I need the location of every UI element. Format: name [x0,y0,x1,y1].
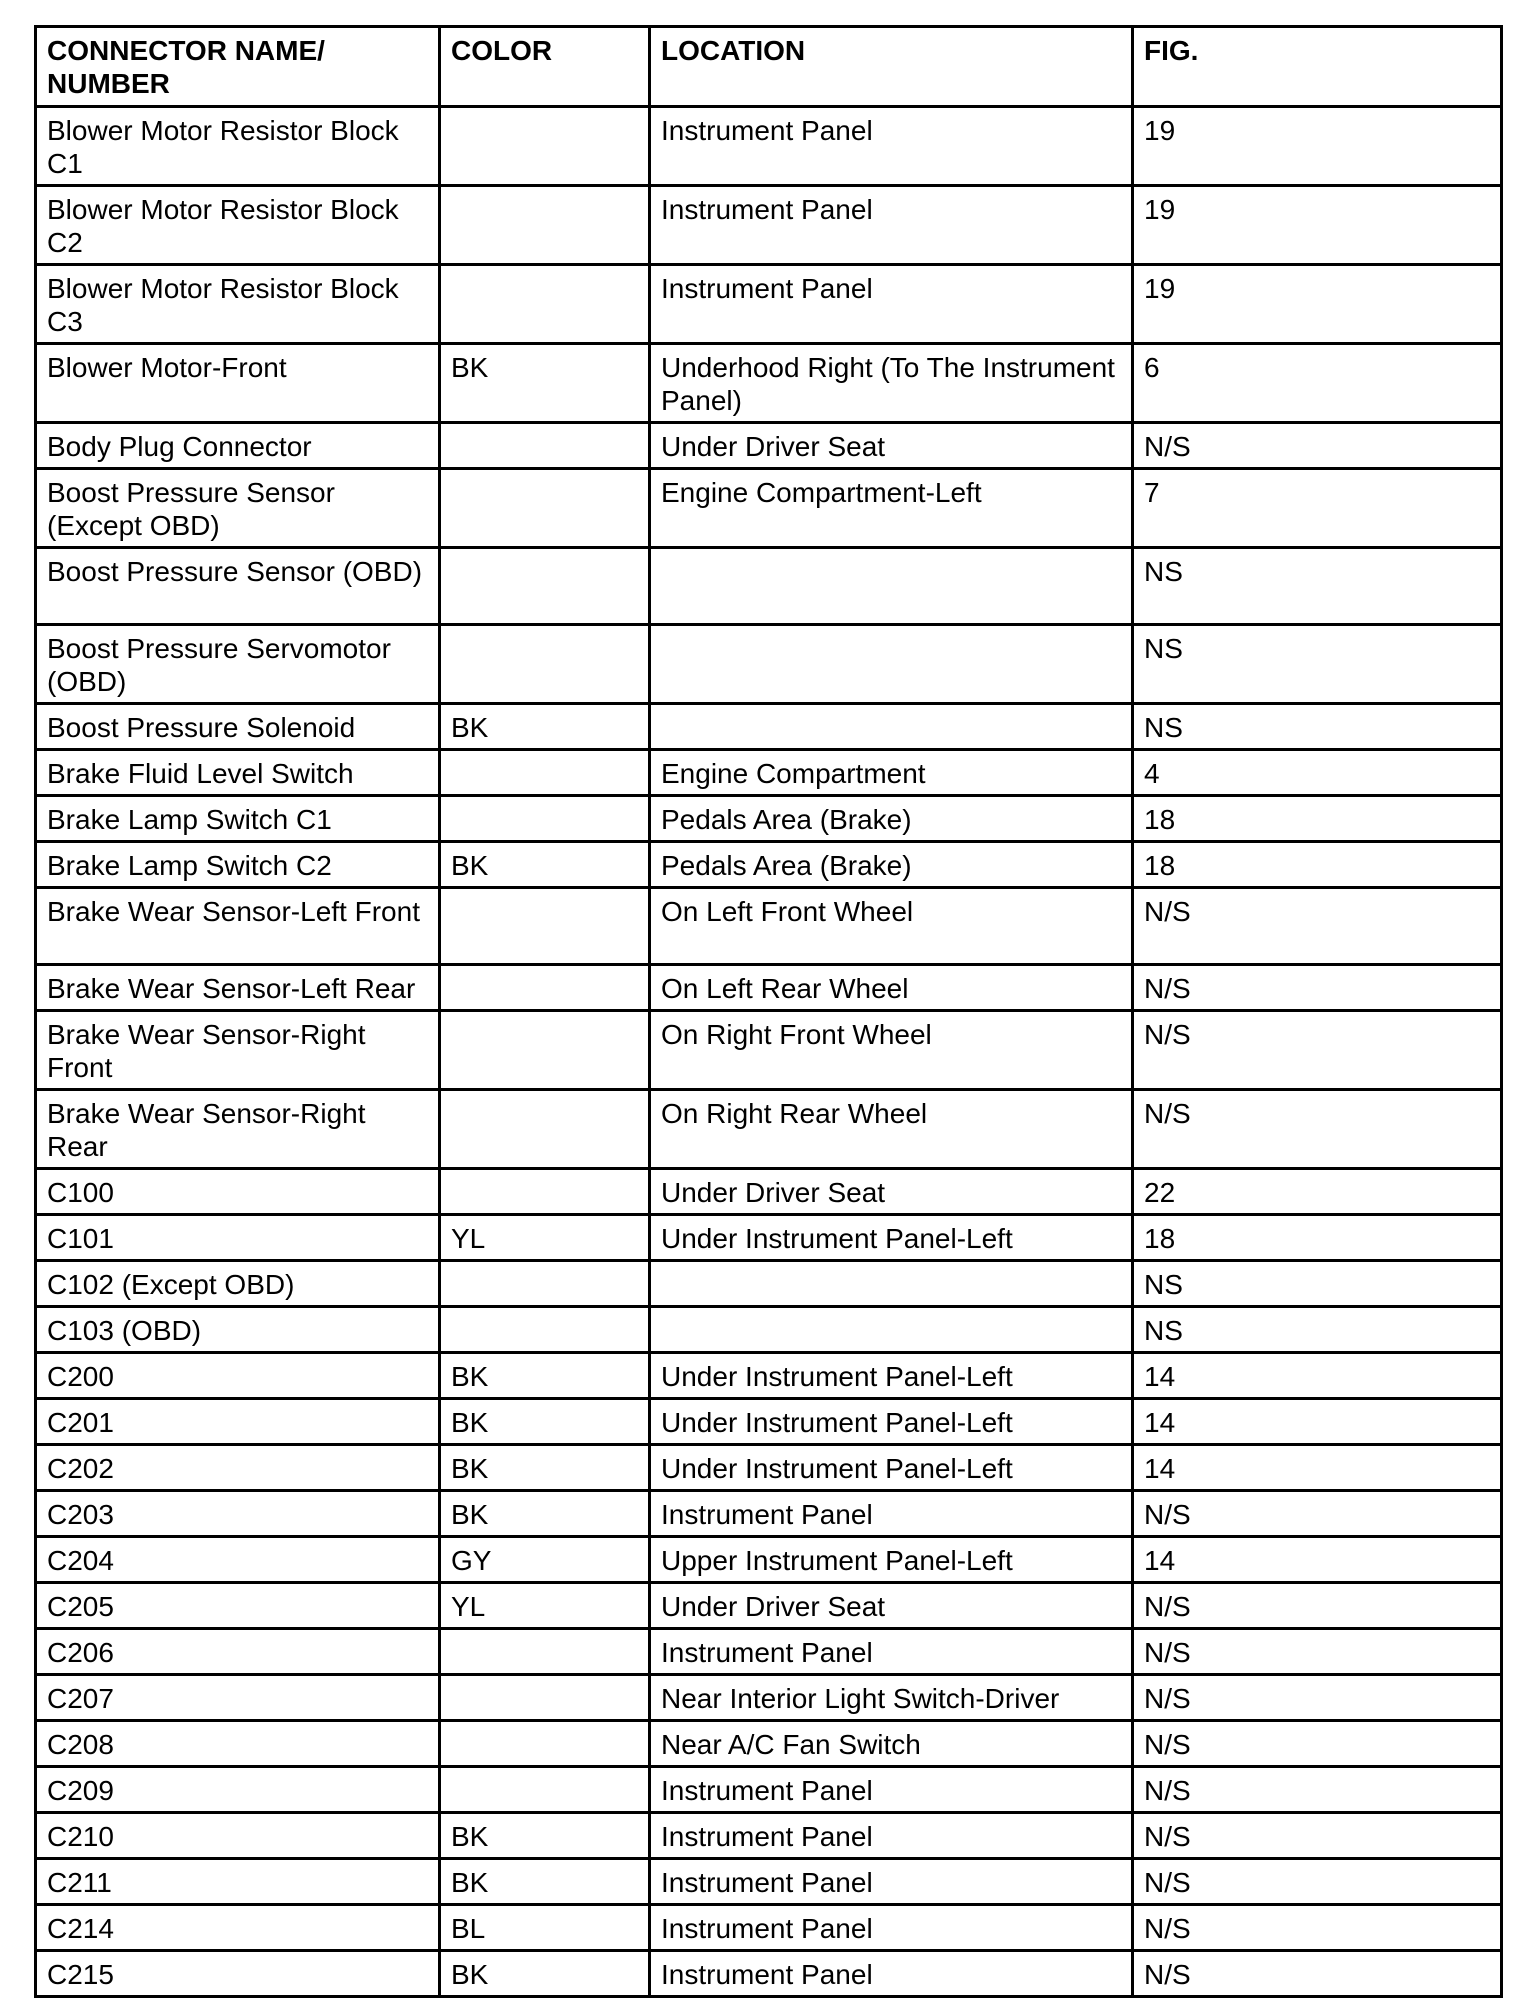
cell-color [440,423,650,469]
table-row [36,1399,1502,1445]
cell-color [440,265,650,344]
cell-fig: N/S [1133,1951,1502,1997]
cell-connector-name: Brake Wear Sensor-Right Rear [36,1090,440,1169]
cell-color [440,186,650,265]
table-row [36,469,1502,548]
table-row [36,1261,1502,1307]
table-row [36,265,1502,344]
cell-connector-name: C214 [36,1905,440,1951]
cell-fig: N/S [1133,1813,1502,1859]
cell-location: Under Driver Seat [650,423,1133,469]
table-row [36,796,1502,842]
table-row [36,1951,1502,1997]
table-row [36,344,1502,423]
cell-fig: N/S [1133,1011,1502,1090]
cell-fig: N/S [1133,423,1502,469]
cell-fig: 22 [1133,1169,1502,1215]
cell-location: Instrument Panel [650,107,1133,186]
cell-fig: 14 [1133,1445,1502,1491]
cell-fig: 14 [1133,1353,1502,1399]
header-color: COLOR [440,27,650,107]
cell-fig: N/S [1133,1905,1502,1951]
cell-fig: N/S [1133,1859,1502,1905]
cell-connector-name: C209 [36,1767,440,1813]
cell-location: Under Instrument Panel-Left [650,1353,1133,1399]
cell-fig: N/S [1133,1767,1502,1813]
cell-color [440,1261,650,1307]
cell-fig: NS [1133,1307,1502,1353]
table-row [36,1721,1502,1767]
cell-color [440,107,650,186]
table-row [36,1583,1502,1629]
cell-location: Pedals Area (Brake) [650,796,1133,842]
cell-location [650,1261,1133,1307]
cell-connector-name: C215 [36,1951,440,1997]
cell-color: BK [440,1859,650,1905]
cell-location [650,548,1133,625]
table-row [36,1905,1502,1951]
cell-color: BL [440,1905,650,1951]
cell-location: Under Instrument Panel-Left [650,1399,1133,1445]
cell-location: Under Driver Seat [650,1583,1133,1629]
cell-connector-name: Blower Motor Resistor Block C2 [36,186,440,265]
cell-fig: 19 [1133,265,1502,344]
cell-connector-name: C207 [36,1675,440,1721]
table-row [36,1767,1502,1813]
cell-fig: 14 [1133,1399,1502,1445]
cell-connector-name: Brake Lamp Switch C1 [36,796,440,842]
cell-fig: N/S [1133,965,1502,1011]
cell-fig: N/S [1133,1583,1502,1629]
connector-location-table [34,25,1503,1998]
cell-location: On Right Rear Wheel [650,1090,1133,1169]
cell-connector-name: Brake Lamp Switch C2 [36,842,440,888]
cell-location: Instrument Panel [650,1859,1133,1905]
table-row [36,1011,1502,1090]
cell-fig: 19 [1133,186,1502,265]
table-row [36,1090,1502,1169]
cell-connector-name: Brake Wear Sensor-Right Front [36,1011,440,1090]
cell-location: Instrument Panel [650,1629,1133,1675]
cell-connector-name: C103 (OBD) [36,1307,440,1353]
cell-fig: 18 [1133,796,1502,842]
table-row [36,1859,1502,1905]
cell-location: Near A/C Fan Switch [650,1721,1133,1767]
cell-fig: NS [1133,1261,1502,1307]
cell-color [440,1721,650,1767]
cell-location: Underhood Right (To The Instrument Panel) [650,344,1133,423]
cell-location: Upper Instrument Panel-Left [650,1537,1133,1583]
table-row [36,1491,1502,1537]
cell-fig: NS [1133,625,1502,704]
cell-color: BK [440,1445,650,1491]
cell-location: Instrument Panel [650,1491,1133,1537]
cell-color [440,1767,650,1813]
cell-location: On Right Front Wheel [650,1011,1133,1090]
header-fig: FIG. [1133,27,1502,107]
table-row [36,1445,1502,1491]
cell-location: Pedals Area (Brake) [650,842,1133,888]
cell-color [440,1090,650,1169]
cell-location: Under Instrument Panel-Left [650,1215,1133,1261]
cell-color [440,625,650,704]
cell-color [440,1307,650,1353]
cell-connector-name: C211 [36,1859,440,1905]
cell-connector-name: C100 [36,1169,440,1215]
cell-connector-name: C101 [36,1215,440,1261]
cell-location: On Left Front Wheel [650,888,1133,965]
table-row [36,107,1502,186]
table-row [36,1537,1502,1583]
cell-connector-name: C205 [36,1583,440,1629]
table-row [36,548,1502,625]
cell-location: On Left Rear Wheel [650,965,1133,1011]
cell-connector-name: Body Plug Connector [36,423,440,469]
cell-location: Under Driver Seat [650,1169,1133,1215]
cell-color: YL [440,1583,650,1629]
cell-location: Engine Compartment-Left [650,469,1133,548]
cell-connector-name: C200 [36,1353,440,1399]
cell-fig: NS [1133,704,1502,750]
cell-location: Instrument Panel [650,1905,1133,1951]
cell-location [650,1307,1133,1353]
cell-fig: 19 [1133,107,1502,186]
cell-color: BK [440,704,650,750]
cell-connector-name: C206 [36,1629,440,1675]
cell-color: BK [440,1813,650,1859]
cell-fig: 18 [1133,842,1502,888]
cell-location: Instrument Panel [650,1767,1133,1813]
cell-location [650,704,1133,750]
cell-location: Near Interior Light Switch-Driver [650,1675,1133,1721]
cell-color [440,750,650,796]
table-row [36,423,1502,469]
cell-color [440,796,650,842]
cell-fig: N/S [1133,888,1502,965]
cell-color [440,548,650,625]
table-row [36,1353,1502,1399]
cell-fig: 6 [1133,344,1502,423]
cell-color: BK [440,842,650,888]
cell-fig: N/S [1133,1491,1502,1537]
cell-connector-name: Boost Pressure Servomotor (OBD) [36,625,440,704]
table-row [36,1307,1502,1353]
cell-connector-name: Brake Fluid Level Switch [36,750,440,796]
cell-fig: N/S [1133,1090,1502,1169]
cell-connector-name: C203 [36,1491,440,1537]
cell-color [440,888,650,965]
cell-connector-name: C208 [36,1721,440,1767]
cell-connector-name: Blower Motor-Front [36,344,440,423]
cell-connector-name: Boost Pressure Sensor (Except OBD) [36,469,440,548]
cell-location: Engine Compartment [650,750,1133,796]
table-row [36,1675,1502,1721]
cell-connector-name: Boost Pressure Sensor (OBD) [36,548,440,625]
table-row [36,842,1502,888]
table-row [36,186,1502,265]
cell-connector-name: Boost Pressure Solenoid [36,704,440,750]
cell-location: Instrument Panel [650,1951,1133,1997]
cell-location: Instrument Panel [650,265,1133,344]
cell-color [440,1169,650,1215]
table-row [36,1169,1502,1215]
cell-location: Under Instrument Panel-Left [650,1445,1133,1491]
table-row [36,888,1502,965]
cell-connector-name: C201 [36,1399,440,1445]
table-row [36,750,1502,796]
cell-fig: NS [1133,548,1502,625]
cell-connector-name: Brake Wear Sensor-Left Front [36,888,440,965]
cell-fig: 4 [1133,750,1502,796]
cell-location [650,625,1133,704]
table-row [36,1813,1502,1859]
cell-color: YL [440,1215,650,1261]
cell-connector-name: Blower Motor Resistor Block C1 [36,107,440,186]
cell-connector-name: C102 (Except OBD) [36,1261,440,1307]
cell-fig: 14 [1133,1537,1502,1583]
cell-connector-name: Blower Motor Resistor Block C3 [36,265,440,344]
cell-connector-name: Brake Wear Sensor-Left Rear [36,965,440,1011]
cell-color: BK [440,344,650,423]
cell-location: Instrument Panel [650,1813,1133,1859]
table-row [36,965,1502,1011]
cell-connector-name: C202 [36,1445,440,1491]
cell-color [440,1675,650,1721]
cell-fig: N/S [1133,1675,1502,1721]
cell-fig: 18 [1133,1215,1502,1261]
table-row [36,1629,1502,1675]
cell-color: BK [440,1399,650,1445]
cell-color: GY [440,1537,650,1583]
cell-color [440,1629,650,1675]
table-header-row [36,27,1502,107]
cell-color [440,469,650,548]
cell-color: BK [440,1951,650,1997]
header-location: LOCATION [650,27,1133,107]
cell-color: BK [440,1353,650,1399]
cell-connector-name: C204 [36,1537,440,1583]
cell-fig: 7 [1133,469,1502,548]
cell-fig: N/S [1133,1629,1502,1675]
cell-location: Instrument Panel [650,186,1133,265]
table-row [36,1215,1502,1261]
cell-fig: N/S [1133,1721,1502,1767]
table-row [36,625,1502,704]
cell-color [440,1011,650,1090]
header-connector-name: CONNECTOR NAME/ NUMBER [36,27,440,107]
cell-connector-name: C210 [36,1813,440,1859]
cell-color: BK [440,1491,650,1537]
cell-color [440,965,650,1011]
table-row [36,704,1502,750]
